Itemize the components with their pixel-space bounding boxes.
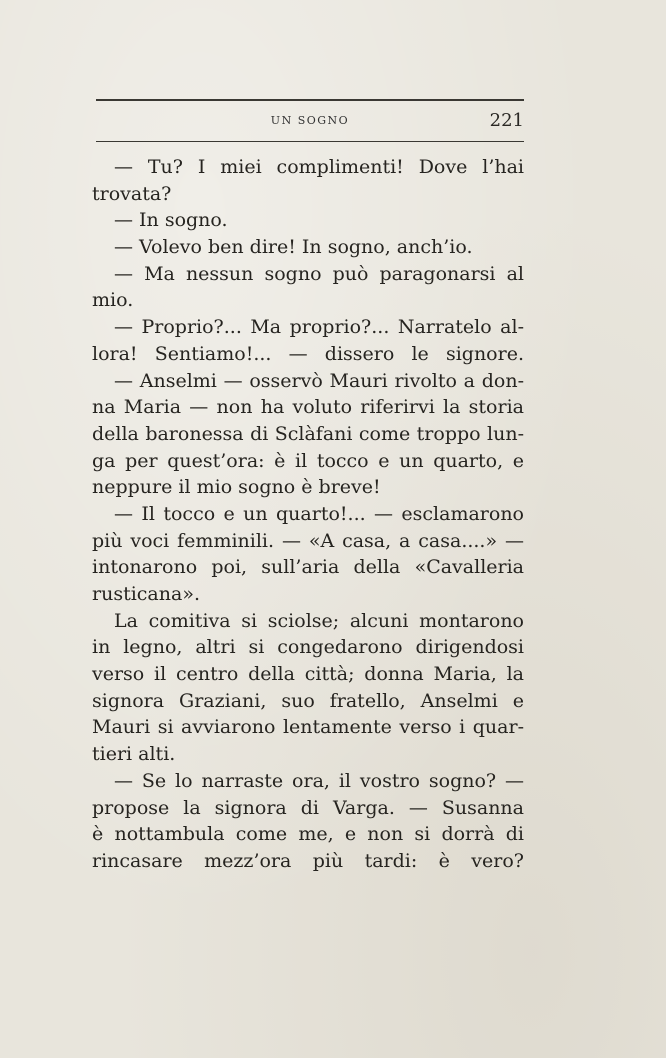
text-line: tieri alti. (92, 743, 176, 766)
body-text (92, 154, 524, 875)
text-line: — Anselmi — osservò Mauri rivolto a don- (114, 369, 524, 392)
text-line: in legno, altri si congedarono dirigendosi (92, 636, 524, 659)
text-line: propose la signora di Varga. — Susanna (92, 796, 524, 819)
text-line: intonarono poi, sull’aria della «Cavalleria (92, 556, 524, 579)
text-line: — Volevo ben dire! In sogno, anch’io. (114, 236, 473, 259)
text-line: — Ma nessun sogno può paragonarsi al (114, 262, 524, 285)
text-line: della baronessa di Sclàfani come troppo lun- (92, 422, 524, 445)
text-line: verso il centro della città; donna Maria, la (92, 663, 524, 686)
text-line: — In sogno. (114, 209, 228, 232)
text-line: — Se lo narraste ora, il vostro sogno? — (114, 769, 524, 792)
header-rule-top (96, 99, 524, 101)
text-line: lora! Sentiamo!... — dissero le signore. (92, 342, 524, 365)
header-rule-bottom (96, 141, 524, 142)
text-line: trovata? (92, 182, 172, 205)
text-line: è nottambula come me, e non si dorrà di (92, 823, 524, 846)
text-line: signora Graziani, suo fratello, Anselmi e (92, 689, 524, 712)
text-line: Mauri si avviarono lentamente verso i quar- (92, 716, 524, 739)
text-line: rusticana». (92, 583, 200, 605)
text-line: — Proprio?... Ma proprio?... Narratelo al- (114, 316, 524, 339)
text-line: rincasare mezz’ora più tardi: è vero? (92, 849, 524, 872)
text-line: mio. (92, 289, 134, 312)
text-line: — Tu? I miei complimenti! Dove l’hai (114, 156, 524, 178)
running-head: UN SOGNO (270, 114, 350, 127)
text-line: La comitiva si sciolse; alcuni montarono (114, 609, 524, 632)
text-line: na Maria — non ha voluto riferirvi la storia (92, 396, 524, 419)
page-header (96, 110, 524, 136)
page-number: 221 (489, 110, 524, 131)
text-line: — Il tocco e un quarto!... — esclamarono (114, 502, 524, 525)
text-line: ga per quest’ora: è il tocco e un quarto, e (92, 449, 524, 472)
text-line: neppure il mio sogno è breve! (92, 476, 381, 499)
text-line: più voci femminili. — «A casa, a casa....» — (92, 529, 524, 552)
